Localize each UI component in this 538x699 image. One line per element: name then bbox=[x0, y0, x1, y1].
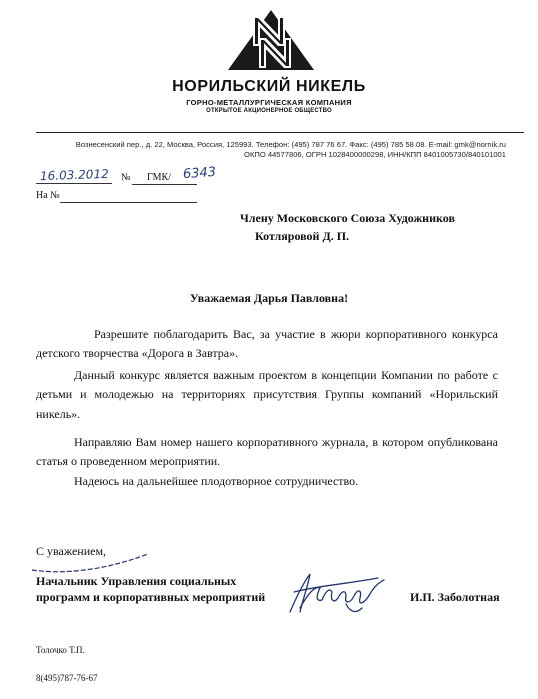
in-reply-label: На № bbox=[36, 190, 60, 201]
company-address: Вознесенский пер., д. 22, Москва, Россия, 125993. Телефон: (495) 787 76 67. Факс: (495) 785 58 08. E-mail: gmk@nornik.ru bbox=[75, 140, 506, 149]
number-label: № bbox=[121, 172, 131, 183]
letter-date: 16.03.2012 bbox=[39, 166, 109, 184]
executor-name: Толочко Т.П. bbox=[36, 645, 85, 655]
letter-number: 6343 bbox=[182, 164, 217, 183]
body-paragraph bbox=[36, 433, 498, 472]
company-logo bbox=[226, 6, 316, 72]
signer-name: И.П. Заболотная bbox=[410, 590, 500, 604]
company-name: НОРИЛЬСКИЙ НИКЕЛЬ bbox=[172, 78, 366, 95]
body-paragraph bbox=[36, 366, 498, 424]
paragraph-text: Данный конкурс является важным проектом в концепции Компании по работе с детьми и молодежью на территориях присутствия Группы компаний «Норильский никель». bbox=[36, 368, 498, 421]
number-prefix: ГМК/ bbox=[147, 172, 171, 183]
body-paragraph bbox=[36, 472, 498, 491]
signer-title: программ и корпоративных мероприятий bbox=[36, 590, 266, 604]
signer-title: Начальник Управления социальных bbox=[36, 574, 237, 588]
paragraph-text: Направляю Вам номер нашего корпоративного журнала, в котором опубликована статья о проведенном мероприятии. bbox=[36, 435, 498, 469]
body-paragraph bbox=[36, 325, 498, 364]
header-divider bbox=[36, 132, 524, 133]
greeting: Уважаемая Дарья Павловна! bbox=[189, 291, 349, 305]
closing-regards: С уважением, bbox=[36, 544, 107, 558]
executor-phone: 8(495)787-76-67 bbox=[36, 673, 98, 683]
recipient-position: Члену Московского Союза Художников bbox=[240, 211, 455, 225]
paragraph-text: Надеюсь на дальнейшее плодотворное сотрудничество. bbox=[74, 474, 359, 488]
recipient-name: Котляровой Д. П. bbox=[255, 229, 350, 243]
company-legal-form: ОТКРЫТОЕ АКЦИОНЕРНОЕ ОБЩЕСТВО bbox=[206, 108, 332, 114]
handwritten-signature bbox=[286, 568, 386, 616]
number-underline bbox=[132, 184, 197, 185]
in-reply-underline bbox=[60, 202, 197, 203]
date-underline bbox=[36, 183, 112, 184]
company-subtitle: ГОРНО-МЕТАЛЛУРГИЧЕСКАЯ КОМПАНИЯ bbox=[186, 98, 352, 107]
paragraph-text: Разрешите поблагодарить Вас, за участие в жюри корпоративного конкурса детского творчества «Дорога в Завтра». bbox=[36, 327, 498, 361]
company-registration: ОКПО 44577806, ОГРН 1028400000298, ИНН/КПП 8401005730/840101001 bbox=[244, 150, 506, 159]
